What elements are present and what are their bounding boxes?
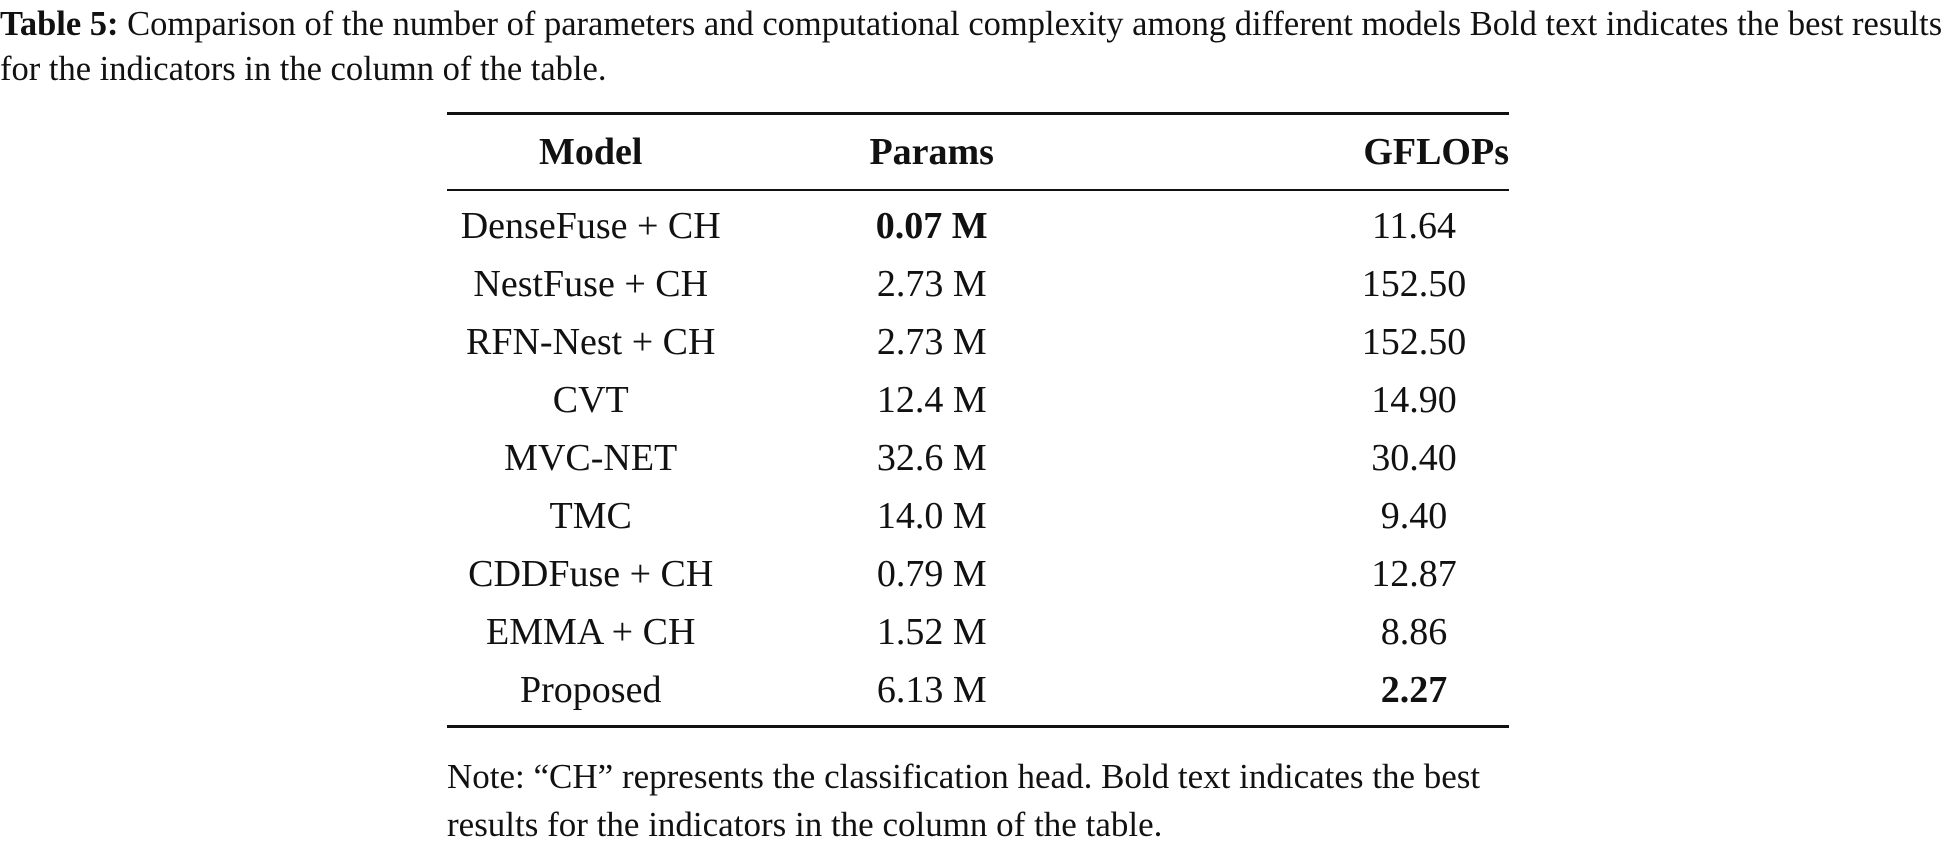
- cell-params: 1.52 M: [876, 611, 987, 653]
- cell-gflops: 152.50: [1361, 263, 1467, 305]
- cell-model: Proposed: [520, 669, 662, 711]
- cell-gflops: 30.40: [1371, 437, 1457, 479]
- cell-gflops: 9.40: [1380, 495, 1448, 537]
- cell-gflops-wrapper: [1089, 429, 1509, 487]
- cell-gflops-wrapper: [1089, 661, 1509, 727]
- cell-params: 14.0 M: [876, 495, 987, 537]
- cell-params: 0.79 M: [876, 553, 987, 595]
- table-row: [447, 371, 1509, 429]
- table-header-row: [447, 114, 1509, 191]
- header-params: Params: [869, 131, 994, 173]
- cell-model: RFN-Nest + CH: [466, 321, 716, 363]
- cell-gflops: 12.87: [1371, 553, 1457, 595]
- cell-gflops: 14.90: [1371, 379, 1457, 421]
- cell-params: 12.4 M: [876, 379, 987, 421]
- table-row: [447, 661, 1509, 727]
- cell-gflops: 2.27: [1380, 669, 1448, 711]
- table-row: [447, 603, 1509, 661]
- cell-gflops-wrapper: [1089, 603, 1509, 661]
- cell-gflops-wrapper: [1089, 255, 1509, 313]
- cell-params: 6.13 M: [876, 669, 987, 711]
- cell-gflops-wrapper: [1089, 545, 1509, 603]
- table-caption-text: Comparison of the number of parameters and computational complexity among different models Bold text indicates the best results for the indicators in the column of the table.: [0, 5, 1943, 88]
- table-row: [447, 545, 1509, 603]
- header-model: Model: [539, 131, 643, 173]
- table-body: [447, 190, 1509, 727]
- cell-gflops: 8.86: [1380, 611, 1448, 653]
- comparison-table-container: [447, 112, 1509, 728]
- cell-model: EMMA + CH: [486, 611, 696, 653]
- cell-model: TMC: [549, 495, 632, 537]
- cell-params: 2.73 M: [876, 321, 987, 363]
- cell-gflops-wrapper: [1089, 313, 1509, 371]
- cell-model: DenseFuse + CH: [460, 205, 721, 247]
- table-row: [447, 429, 1509, 487]
- table-note: Note: “CH” represents the classification head. Bold text indicates the best results for the indicators in the column of the table.: [447, 757, 1481, 844]
- table-caption: [0, 2, 1950, 92]
- cell-params: 0.07 M: [875, 205, 988, 247]
- cell-gflops-wrapper: [1089, 371, 1509, 429]
- table-row: [447, 255, 1509, 313]
- cell-model: CVT: [552, 379, 629, 421]
- cell-model: CDDFuse + CH: [468, 553, 714, 595]
- cell-gflops-wrapper: [1089, 190, 1509, 255]
- table-row: [447, 487, 1509, 545]
- cell-model: NestFuse + CH: [473, 263, 709, 305]
- cell-gflops: 152.50: [1361, 321, 1467, 363]
- table-row: [447, 313, 1509, 371]
- cell-gflops-wrapper: [1089, 487, 1509, 545]
- table-caption-label: Table 5:: [0, 5, 119, 43]
- cell-gflops: 11.64: [1371, 205, 1457, 247]
- header-gflops: GFLOPs: [1363, 131, 1509, 173]
- comparison-table: [447, 112, 1509, 728]
- cell-params: 32.6 M: [876, 437, 987, 479]
- cell-model: MVC-NET: [504, 437, 678, 479]
- cell-params: 2.73 M: [876, 263, 987, 305]
- table-row: [447, 190, 1509, 255]
